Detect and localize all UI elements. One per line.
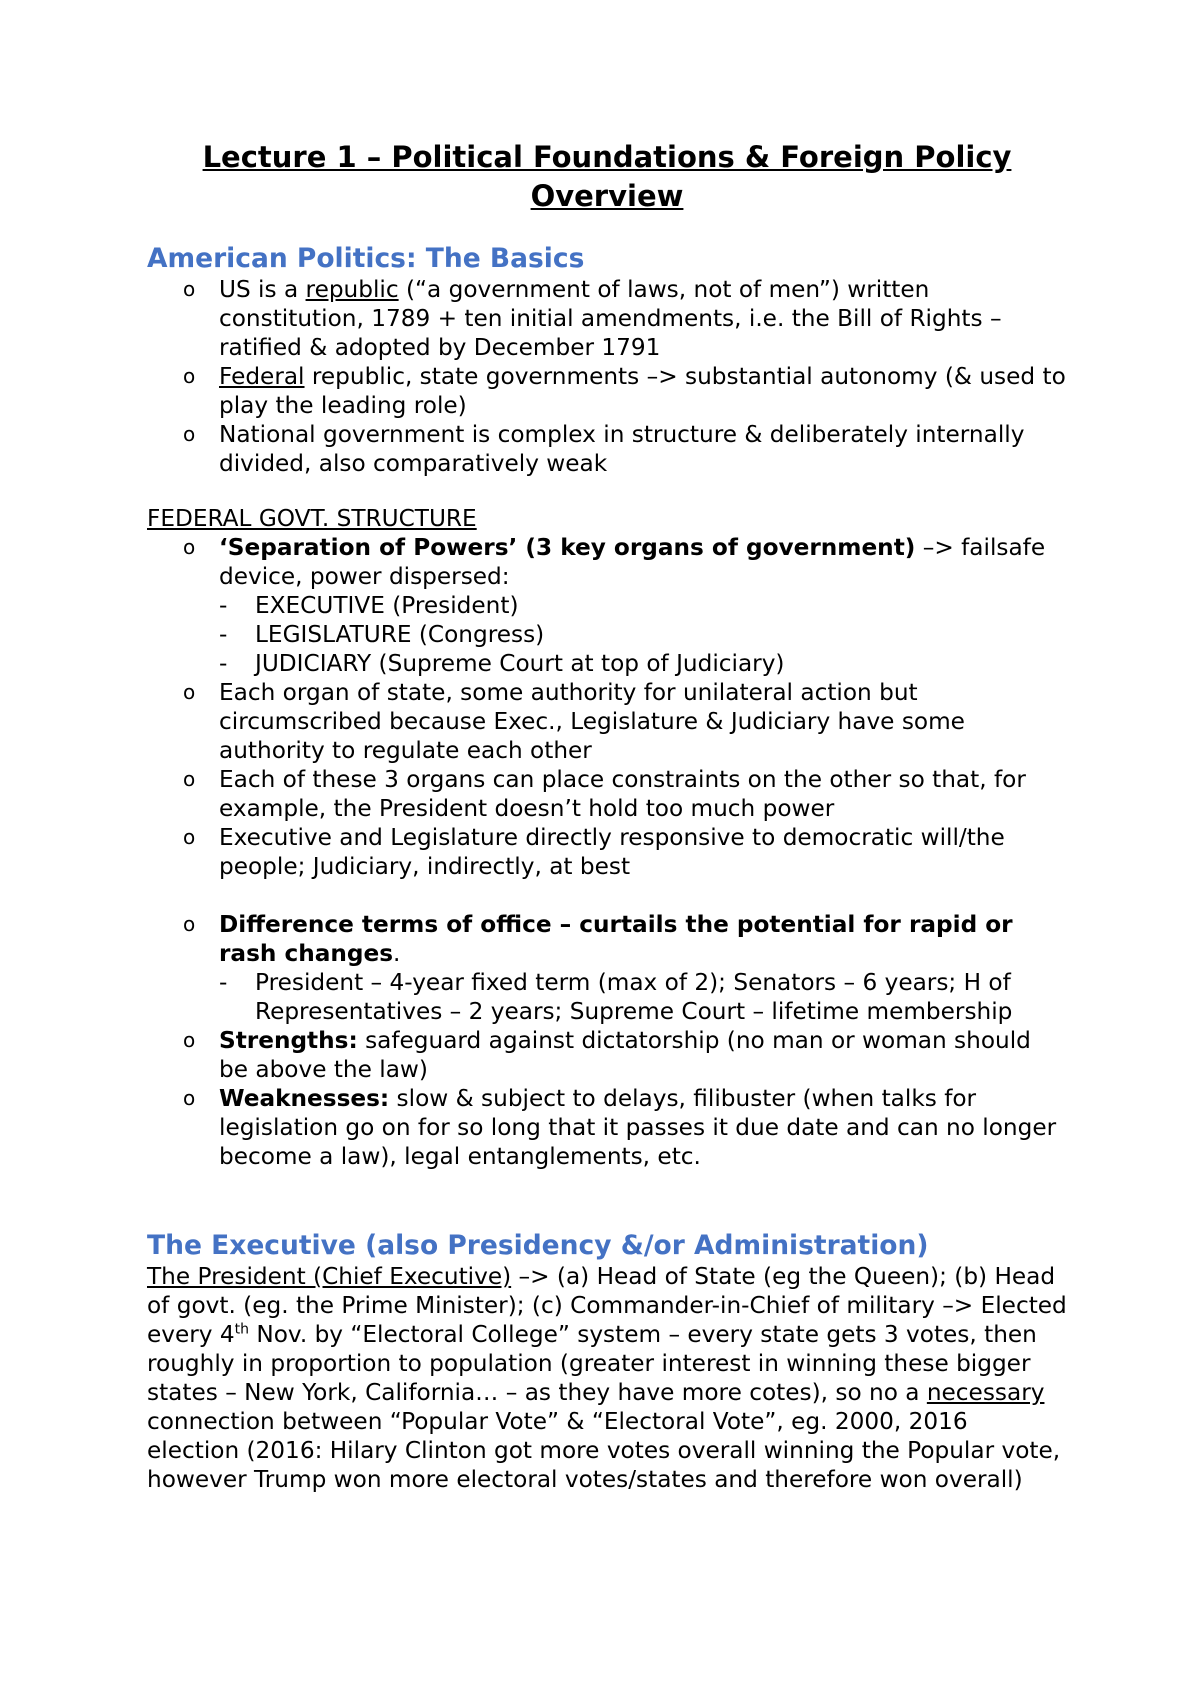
republic-term: republic: [305, 276, 399, 303]
list-item: o Each of these 3 organs can place constraints on the other so that, for example, the President doesn’t hold too much power: [183, 765, 1067, 823]
section-heading-executive: The Executive (also Presidency &/or Administration): [147, 1230, 929, 1261]
list-item: o US is a republic (“a government of laws, not of men”) written constitution, 1789 + ten initial amendments, i.e. the Bill of Rights – ratified & adopted by December 1791: [183, 275, 1067, 362]
list-item: o ‘Separation of Powers’ (3 key organs of government) –> failsafe device, power dispersed: - EXECUTIVE (President) - LEGISLATURE (Congress) - JUDICIARY (Supreme Court at top of Judiciary): [183, 533, 1067, 678]
organs-list: [219, 591, 1067, 678]
structure-list: [183, 533, 1067, 881]
list-item: o Weaknesses: slow & subject to delays, filibuster (when talks for legislation go on for so long that it passes it due date and can no longer become a law), legal entanglements, etc.: [183, 1084, 1067, 1171]
page-title: Lecture 1 – Political Foundations & Foreign Policy Overview: [202, 140, 1012, 213]
executive-paragraph: The President (Chief Executive) –> (a) Head of State (eg the Queen); (b) Head of govt. (eg. the Prime Minister); (c) Commander-in-Chief of military –> Elected every 4th Nov. by “Electoral College” system – every state gets 3 votes, then roughly in proportion to population (greater interest in winning these bigger states – New York, California… – as they have more cotes), so no a necessary connection between “Popular Vote” & “Electoral Vote”, eg. 2000, 2016 election (2016: Hilary Clinton got more votes overall winning the Popular vote, however Trump won more electoral votes/states and therefore won overall): [147, 1263, 1067, 1493]
document-page: [147, 138, 1067, 1494]
structure-list-continued: [183, 910, 1067, 1171]
section-heading-basics: American Politics: The Basics: [147, 243, 585, 274]
list-item: o Executive and Legislature directly responsive to democratic will/the people; Judiciary, indirectly, at best: [183, 823, 1067, 881]
list-item: o Strengths: safeguard against dictatorship (no man or woman should be above the law): [183, 1026, 1067, 1084]
president-term: The President (Chief Executive): [147, 1263, 512, 1290]
necessary-term: necessary: [926, 1379, 1045, 1406]
federal-structure-subheading: FEDERAL GOVT. STRUCTURE: [147, 505, 477, 532]
list-item: o Each organ of state, some authority for unilateral action but circumscribed because Exec., Legislature & Judiciary have some authority to regulate each other: [183, 678, 1067, 765]
list-item: o Federal republic, state governments –> substantial autonomy (& used to play the leading role): [183, 362, 1067, 420]
federal-term: Federal: [219, 363, 305, 390]
list-item: o Difference terms of office – curtails the potential for rapid or rash changes. - President – 4-year fixed term (max of 2); Senators – 6 years; H of Representatives – 2 years; Supreme Court – lifetime membership: [183, 910, 1067, 1026]
list-item: - EXECUTIVE (President): [219, 591, 1067, 620]
basics-list: [183, 275, 1067, 478]
terms-list: [219, 968, 1067, 1026]
list-item: o National government is complex in structure & deliberately internally divided, also comparatively weak: [183, 420, 1067, 478]
list-item: - President – 4-year fixed term (max of 2); Senators – 6 years; H of Representatives – 2 years; Supreme Court – lifetime membership: [219, 968, 1067, 1026]
list-item: - JUDICIARY (Supreme Court at top of Judiciary): [219, 649, 1067, 678]
list-item: - LEGISLATURE (Congress): [219, 620, 1067, 649]
